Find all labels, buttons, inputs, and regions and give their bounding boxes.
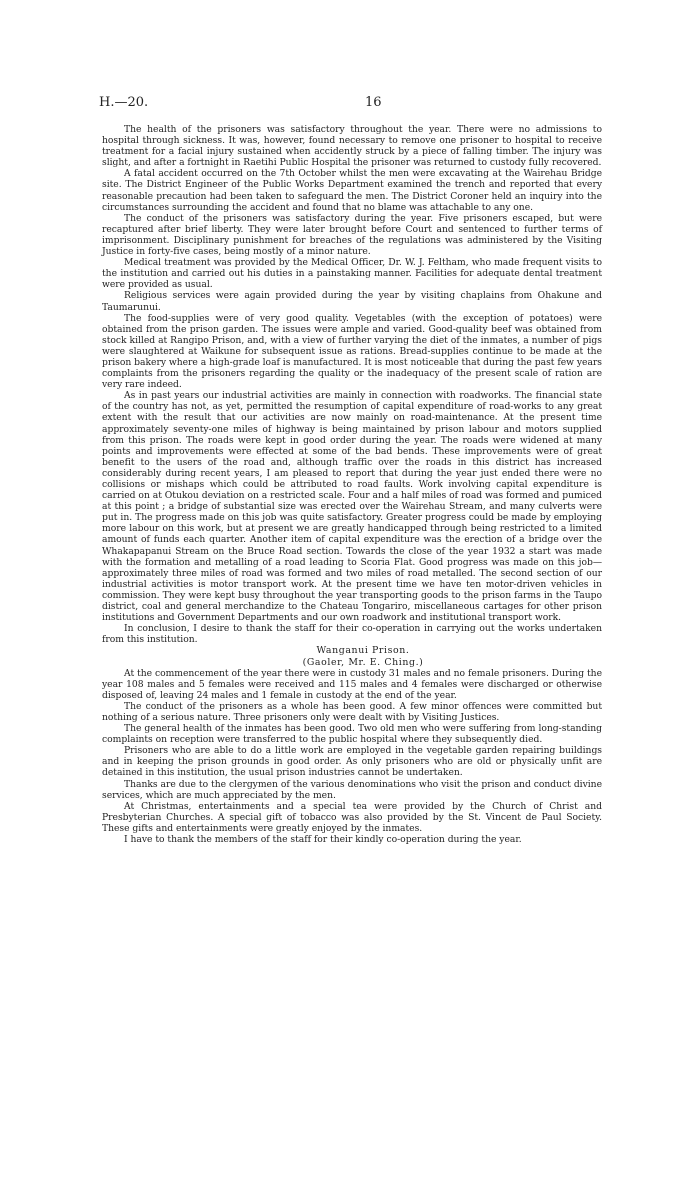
paragraph: The conduct of the prisoners as a whole has been good. A few minor offences were committed but nothing of a serious nature. Three prisoners only were dealt with by Visiting Justices. bbox=[102, 700, 602, 723]
section-heading: Wanganui Prison. bbox=[316, 645, 410, 657]
paragraph: As in past years our industrial activities are mainly in connection with roadworks. The financial state of the country has not, as yet, permitted the resumption of capital expenditure of road-works to any great extent with the result that our activities are now mainly on road-maintenance. At the present time approximately seventy-one miles of highway is being maintained by prison labour and motors supplied from this prison. The roads were kept in good order during the year. The roads were widened at many points and improvements were effected at some of the bad bends. These improvements were of great benefit to the users of the road and, although traffic over the roads in this district has increased considerably during recent years, I am pleased to report that during the year just ended there were no collisions or mishaps which could be attributed to road faults. Work involving capital expenditure is carried on at Otukou deviation on a restricted scale. Four and a half miles of road was formed and pumiced at this point ; a bridge of substantial size was erected over the Wairehau Stream, and many culverts were put in. The progress made on this job was quite satisfactory. Greater progress could be made by employing more labour on this work, but at present we are greatly handicapped through being restricted to a limited amount of funds each quarter. Another item of capital expenditure was the erection of a bridge over the Whakapapanui Stream on the Bruce Road section. Towards the close of the year 1932 a start was made with the formation and metalling of a road leading to Scoria Flat. Good progress was made on this job—approximately three miles of road was formed and two miles of road metalled. The second section of our industrial activities is motor transport work. At the present time we have ten motor-driven vehicles in commission. They were kept busy throughout the year transporting goods to the prison farms in the Taupo district, coal and general merchandize to the Chateau Tongariro, miscellaneous cartages for other prison institutions and Government Departments and our own roadwork and institutional transport work. bbox=[102, 390, 602, 624]
document-reference: H.—20. bbox=[99, 95, 149, 110]
paragraph: A fatal accident occurred on the 7th October whilst the men were excavating at the Wairehau Bridge site. The District Engineer of the Public Works Department examined the trench and reported that every reasonable precaution had been taken to safeguard the men. The District Coroner held an inquiry into the circumstances surrounding the accident and found that no blame was attachable to any one. bbox=[102, 168, 602, 213]
paragraph: Medical treatment was provided by the Medical Officer, Dr. W. J. Feltham, who made frequent visits to the institution and carried out his duties in a painstaking manner. Facilities for adequate dental treatment were provided as usual. bbox=[102, 257, 602, 291]
paragraph: Thanks are due to the clergymen of the various denominations who visit the prison and conduct divine services, which are much appreciated by the men. bbox=[102, 778, 602, 801]
paragraph: The conduct of the prisoners was satisfactory during the year. Five prisoners escaped, but were recaptured after brief liberty. They were later brought before Court and sentenced to further terms of imprisonment. Disciplinary punishment for breaches of the regulations was administered by the Visiting Justice in forty-five cases, being mostly of a minor nature. bbox=[102, 212, 602, 258]
paragraph: The health of the prisoners was satisfactory throughout the year. There were no admissions to hospital through sickness. It was, however, found necessary to remove one prisoner to hospital to receive treatment for a facial injury sustained when accidently struck by a piece of falling timber. The injury was slight, and after a fortnight in Raetihi Public Hospital the prisoner was returned to custody fully recovered. bbox=[102, 124, 602, 169]
body-text bbox=[102, 124, 602, 845]
paragraph: The food-supplies were of very good quality. Vegetables (with the exception of potatoes) were obtained from the prison garden. The issues were ample and varied. Good-quality beef was obtained from stock killed at Rangipo Prison, and, with a view of further varying the diet of the inmates, a number of pigs were slaughtered at Waikune for subsequent issue as rations. Bread-supplies continue to be made at the prison bakery where a high-grade loaf is manufactured. It is most noticeable that during the past few years complaints from the prisoners regarding the quality or the inadequacy of the present scale of ration are very rare indeed. bbox=[102, 312, 602, 391]
paragraph: Prisoners who are able to do a little work are employed in the vegetable garden repairing buildings and in keeping the prison grounds in good order. As only prisoners who are old or physically unfit are detained in this institution, the usual prison industries cannot be undertaken. bbox=[102, 745, 602, 779]
paragraph: The general health of the inmates has been good. Two old men who were suffering from long-standing complaints on reception were transferred to the public hospital where they subsequently died. bbox=[102, 723, 602, 746]
paragraph: In conclusion, I desire to thank the staff for their co-operation in carrying out the works undertaken from this institution. bbox=[102, 623, 602, 646]
section-subheading: (Gaoler, Mr. E. Ching.) bbox=[302, 656, 424, 668]
paragraph: Religious services were again provided during the year by visiting chaplains from Ohakune and Taumarunui. bbox=[102, 290, 602, 313]
paragraph: At the commencement of the year there were in custody 31 males and no female prisoners. During the year 108 males and 5 females were received and 115 males and 4 females were discharged or otherwise disposed of, leaving 24 males and 1 female in custody at the end of the year. bbox=[102, 667, 602, 701]
page-number: 16 bbox=[365, 95, 382, 110]
paragraph: I have to thank the members of the staff for their kindly co-operation during the year. bbox=[124, 834, 522, 845]
paragraph: At Christmas, entertainments and a special tea were provided by the Church of Christ and Presbyterian Churches. A special gift of tobacco was also provided by the St. Vincent de Paul Society. These gifts and entertainments were greatly enjoyed by the inmates. bbox=[102, 800, 602, 834]
